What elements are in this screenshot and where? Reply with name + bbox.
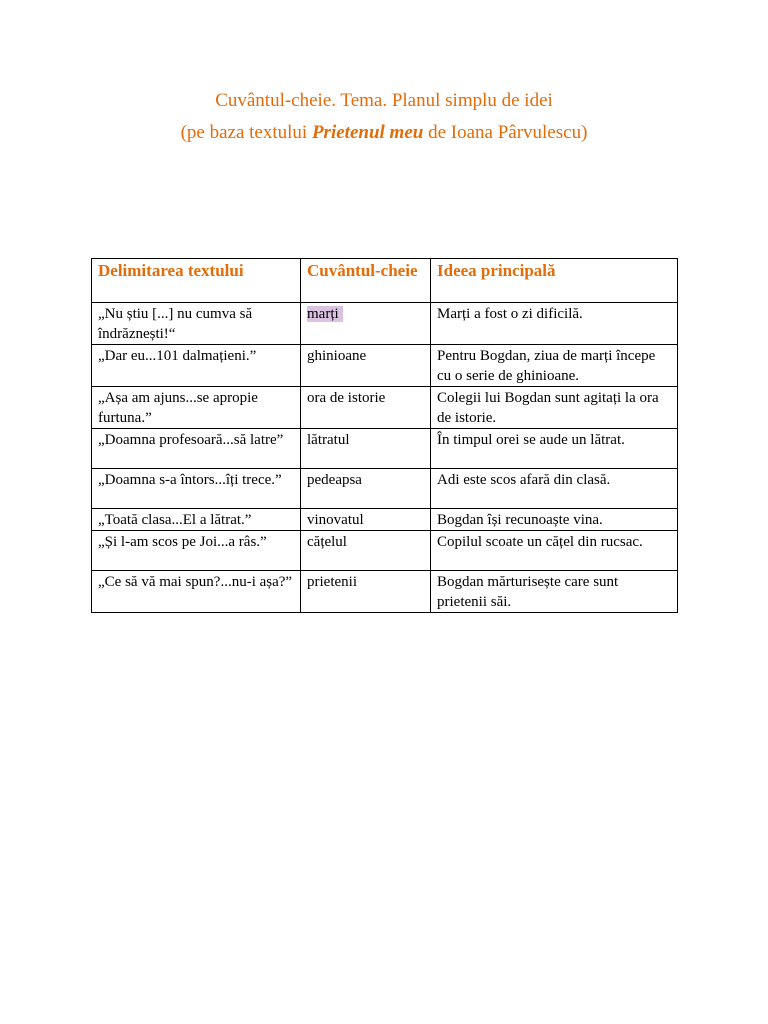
table-header-row (92, 259, 678, 303)
fragment-cell: „Toată clasa...El a lătrat.” (92, 509, 301, 531)
fragment-cell: „Dar eu...101 dalmațieni.” (92, 345, 301, 387)
fragment-cell: „Nu știu [...] nu cumva să îndrăznești!“ (92, 303, 301, 345)
table-row (92, 345, 678, 387)
table-row (92, 469, 678, 509)
subtitle-prefix: (pe baza textului (180, 122, 312, 143)
idea-cell: Bogdan mărturisește care sunt prietenii săi. (431, 571, 678, 613)
idea-cell: Marți a fost o zi dificilă. (431, 303, 678, 345)
keyword-cell: lătratul (301, 429, 431, 469)
ideas-table (91, 258, 678, 613)
book-title: Prietenul meu (311, 122, 424, 143)
header-text-delimitation: Delimitarea textului (92, 259, 301, 303)
keyword-cell: prietenii (301, 571, 431, 613)
idea-cell: Adi este scos afară din clasă. (431, 469, 678, 509)
idea-cell: Colegii lui Bogdan sunt agitați la ora de istorie. (431, 387, 678, 429)
title-text: Cuvântul-cheie. Tema. Planul simplu de idei (215, 90, 553, 111)
fragment-cell: „Așa am ajuns...se apropie furtuna.” (92, 387, 301, 429)
keyword-highlight: marți (307, 306, 343, 322)
idea-cell: În timpul orei se aude un lătrat. (431, 429, 678, 469)
idea-cell: Pentru Bogdan, ziua de marți începe cu o serie de ghinioane. (431, 345, 678, 387)
fragment-cell: „Și l-am scos pe Joi...a râs.” (92, 531, 301, 571)
document-title (0, 89, 768, 113)
keyword-cell: cățelul (301, 531, 431, 571)
keyword-cell: ghinioane (301, 345, 431, 387)
table-row (92, 303, 678, 345)
fragment-cell: „Doamna s-a întors...îți trece.” (92, 469, 301, 509)
fragment-cell: „Doamna profesoară...să latre” (92, 429, 301, 469)
subtitle-suffix: de Ioana Pârvulescu) (423, 122, 588, 143)
table-row (92, 571, 678, 613)
header-main-idea: Ideea principală (431, 259, 678, 303)
keyword-cell: pedeapsa (301, 469, 431, 509)
keyword-cell: ora de istorie (301, 387, 431, 429)
table-row (92, 531, 678, 571)
keyword-cell: vinovatul (301, 509, 431, 531)
table-row (92, 429, 678, 469)
keyword-cell (301, 303, 431, 345)
header-keyword: Cuvântul-cheie (301, 259, 431, 303)
table-row (92, 387, 678, 429)
fragment-cell: „Ce să vă mai spun?...nu-i așa?” (92, 571, 301, 613)
idea-cell: Bogdan își recunoaște vina. (431, 509, 678, 531)
document-subtitle (0, 121, 768, 145)
table-row (92, 509, 678, 531)
idea-cell: Copilul scoate un cățel din rucsac. (431, 531, 678, 571)
